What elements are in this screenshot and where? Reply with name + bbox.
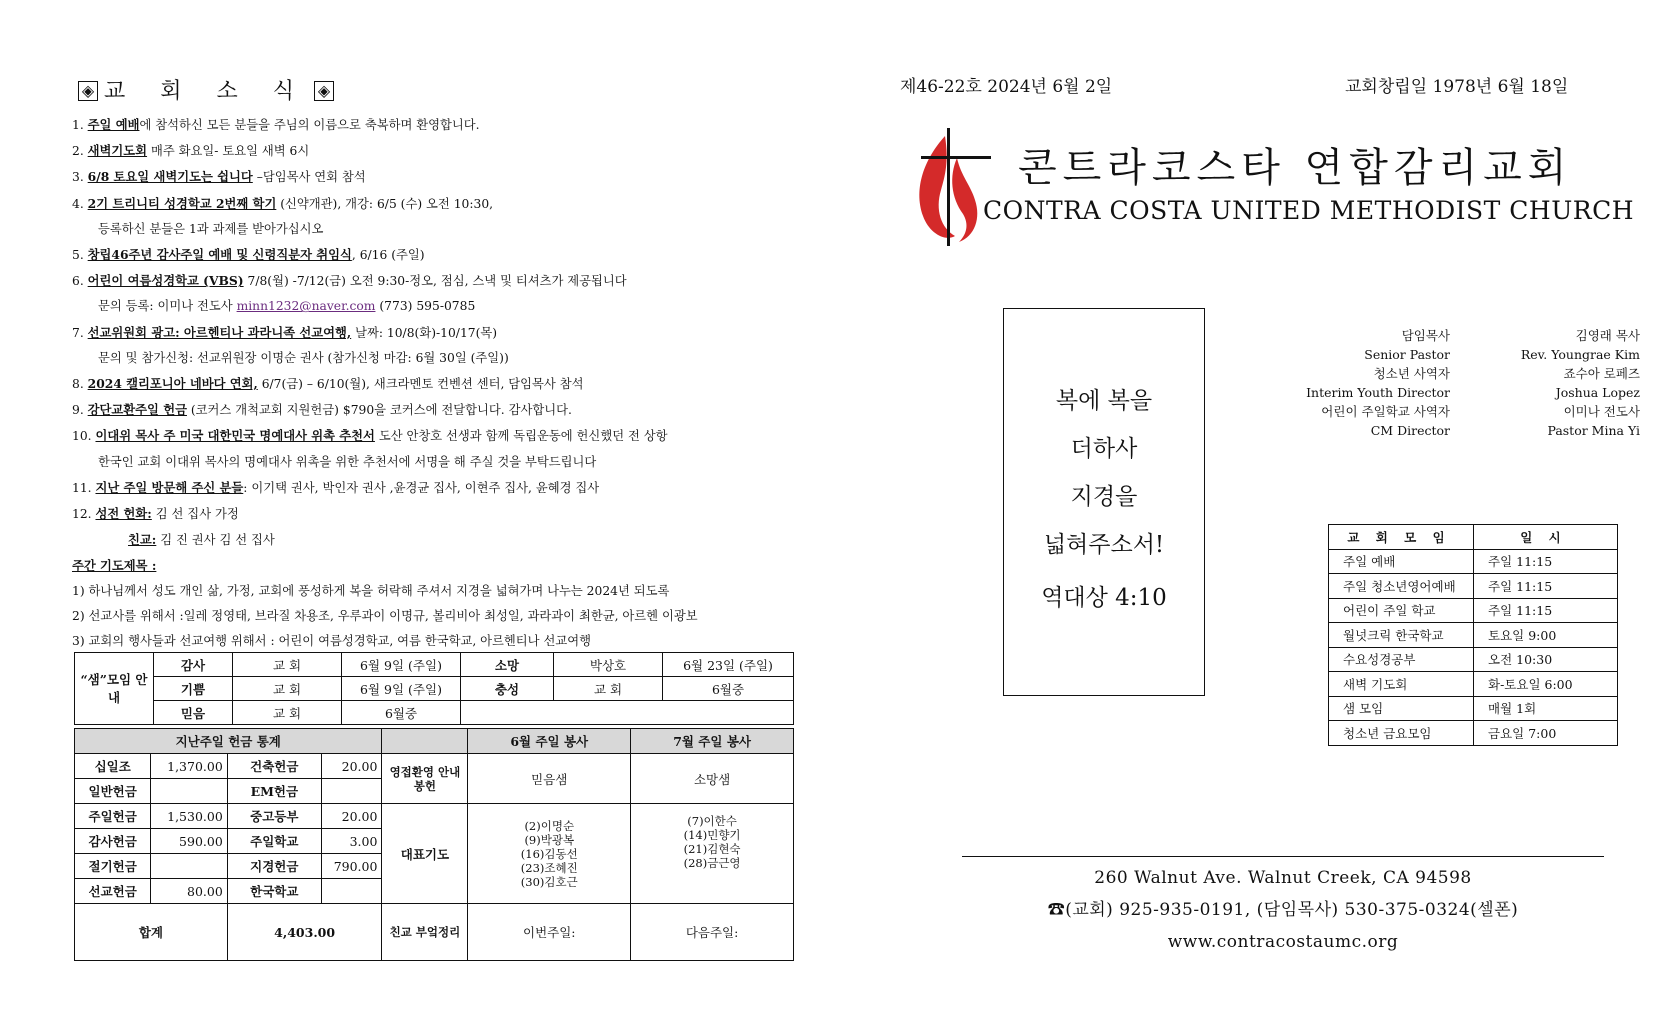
cell: 6월 23일 (주일) (663, 653, 794, 677)
fellowship-label: 친교 부엌정리 (382, 904, 468, 961)
meeting-name: 샘 모임 (1329, 696, 1474, 721)
meetings-table (1328, 524, 1618, 746)
news-item-text: (773) 595-0785 (375, 299, 476, 314)
founding-date: 교회창립일 1978년 6월 18일 (1345, 77, 1569, 97)
cell: 교 회 (233, 677, 342, 701)
meeting-name: 주일 예배 (1329, 549, 1474, 574)
news-item-heading: 새벽기도회 (87, 143, 148, 159)
staff-title: 어린이 주일학교 사역자 (1321, 404, 1450, 419)
news-item-text: (코커스 개척교회 지원헌금) $790을 코커스에 전달합니다. 감사합니다. (186, 403, 572, 418)
cell: 선교헌금 (75, 879, 151, 904)
news-item-heading: 강단교환주일 헌금 (87, 402, 187, 418)
meeting-time: 주일 11:15 (1474, 598, 1618, 623)
prayer-entry: (2)이명순 (524, 818, 575, 833)
cell: 교 회 (233, 653, 342, 677)
welcome-june: 믿음샘 (468, 754, 631, 804)
news-title: ◈ 교 회 소 식 ◈ (72, 74, 340, 105)
meetings-body (1329, 549, 1618, 745)
news-item-text: : 이기택 권사, 박인자 권사 ,윤경균 집사, 이현주 집사, 윤혜경 집사 (243, 480, 600, 495)
news-item (72, 397, 792, 423)
meeting-name: 수요성경공부 (1329, 647, 1474, 672)
cell: 1,370.00 (151, 754, 227, 779)
staff-title: 담임목사 (1401, 328, 1450, 343)
staff-name: 이미나 전도사 (1563, 404, 1640, 419)
verse-reference: 역대상 4:10 (1041, 585, 1167, 611)
news-item-heading: 2기 트리니티 성경학교 2번째 학기 (87, 195, 277, 211)
prayer-entry: (21)김현숙 (683, 842, 741, 856)
cell: 일반헌금 (75, 779, 151, 804)
meetings-header: 일 시 (1474, 525, 1618, 550)
prayer-title: 주간 기도제목 : (72, 558, 157, 574)
verse-line: 넓혀주소서! (1043, 532, 1165, 558)
prayer-entry: (23)조혜진 (520, 860, 578, 875)
news-item-text: 날짜: 10/8(화)-10/17(목) (351, 325, 498, 340)
news-item (72, 164, 792, 190)
meeting-time: 오전 10:30 (1474, 647, 1618, 672)
prayer-entry: (9)박광복 (524, 832, 575, 847)
news-item-number: 6. (72, 274, 84, 289)
staff-title: Senior Pastor (1364, 347, 1450, 362)
news-item-number: 12. (72, 507, 92, 522)
cell: 소망 (461, 653, 554, 677)
cell: 절기헌금 (75, 854, 151, 879)
meetings-row (1329, 647, 1618, 672)
church-name-english: CONTRA COSTA UNITED METHODIST CHURCH (983, 196, 1635, 225)
phone-icon: ☎ (1047, 900, 1066, 920)
cell: 박상호 (554, 653, 663, 677)
verse-line: 지경을 (1070, 484, 1138, 510)
prayer-july (631, 804, 794, 904)
news-item-number: 11. (72, 480, 92, 495)
news-item-number: 4. (72, 196, 84, 211)
verse-box (1003, 308, 1205, 696)
news-item (72, 242, 792, 268)
prayer-item: 3) 교회의 행사들과 선교여행 위해서 : 어린이 여름성경학교, 여름 한국학교, 아르헨티나 선교여행 (72, 634, 591, 649)
cell: 3.00 (321, 829, 382, 854)
cell: 590.00 (151, 829, 227, 854)
staff-title: Interim Youth Director (1306, 385, 1450, 400)
cell: 충성 (461, 677, 554, 701)
cell (382, 729, 468, 754)
news-item-text: 도산 안창호 선생과 함께 독립운동에 헌신했던 전 상항 (374, 429, 668, 444)
meetings-row (1329, 574, 1618, 599)
verse-line: 복에 복을 (1055, 388, 1153, 414)
staff-name: Joshua Lopez (1555, 385, 1640, 400)
cell: 20.00 (321, 754, 382, 779)
welcome-july: 소망샘 (631, 754, 794, 804)
july-title: 7월 주일 봉사 (631, 729, 794, 754)
news-item-number: 8. (72, 377, 84, 392)
cell: 감사 (154, 653, 233, 677)
meeting-name: 주일 청소년영어예배 (1329, 574, 1474, 599)
news-item-text: 7/8(월) -7/12(금) 오전 9:30-정오, 점심, 스낵 및 티셔츠가 제공됩니다 (243, 274, 627, 289)
phone-line (962, 894, 1604, 926)
total-value: 4,403.00 (227, 904, 382, 961)
news-item-continuation: 문의 및 참가신청: 선교위원장 이명순 권사 (참가신청 마감: 6월 30일 (주일)) (98, 350, 509, 365)
cell: 20.00 (321, 804, 382, 829)
cell: 중고등부 (227, 804, 321, 829)
divider (962, 856, 1604, 857)
news-item (72, 371, 792, 397)
news-item-heading: 주일 예배 (87, 117, 140, 132)
cell: 6월 9일 (주일) (342, 653, 461, 677)
meeting-name: 월넛크릭 한국학교 (1329, 623, 1474, 648)
news-item-heading: 어린이 여름성경학교 (VBS) (87, 273, 244, 289)
cell: 교 회 (554, 677, 663, 701)
news-item-heading: 창립46주년 감사주일 예배 및 신령직분자 취임식 (87, 247, 352, 263)
news-item-text: 매주 화요일- 토요일 새벽 6시 (147, 144, 310, 159)
cell (321, 879, 382, 904)
meetings-row (1329, 696, 1618, 721)
news-item (72, 475, 792, 501)
news-item (72, 268, 792, 294)
phone: (교회) 925-935-0191, (담임목사) 530-375-0324(셀폰) (1065, 900, 1519, 920)
staff-name: Pastor Mina Yi (1547, 423, 1640, 438)
news-item-text: 6/7(금) – 6/10(월), 새크라멘토 컨벤션 센터, 담임목사 참석 (257, 377, 584, 392)
staff-name: 죠수아 로페즈 (1563, 366, 1640, 381)
issue-number: 제46-22호 2024년 6월 2일 (900, 77, 1113, 97)
meetings-row (1329, 549, 1618, 574)
meetings-row (1329, 672, 1618, 697)
meeting-time: 주일 11:15 (1474, 549, 1618, 574)
prayer-item: 2) 선교사를 위해서 :일레 정영태, 브라질 차용조, 우루과이 이명규, 볼리비아 최성일, 과라과이 최한균, 아르헨 이광보 (72, 608, 698, 623)
news-item-heading: 이대위 목사 주 미국 대한민국 명예대사 위촉 추천서 (95, 428, 375, 444)
news-list (72, 112, 792, 654)
news-item-number: 5. (72, 248, 84, 263)
meeting-name: 새벽 기도회 (1329, 672, 1474, 697)
welcome-label: 영접환영 안내봉헌 (382, 754, 468, 804)
meeting-time: 주일 11:15 (1474, 574, 1618, 599)
news-item (72, 320, 792, 346)
cell: 790.00 (321, 854, 382, 879)
meeting-name: 청소년 금요모임 (1329, 721, 1474, 746)
cell (151, 779, 227, 804)
cell: 교 회 (233, 701, 342, 725)
meeting-time: 화-토요일 6:00 (1474, 672, 1618, 697)
cell: 6월 9일 (주일) (342, 677, 461, 701)
cell: 80.00 (151, 879, 227, 904)
news-item-text: –담임목사 연회 참석 (252, 170, 366, 185)
news-item (72, 112, 792, 138)
prayer-item: 1) 하나님께서 성도 개인 삶, 가정, 교회에 풍성하게 복을 허락해 주셔서 지경을 넓혀가며 나누는 2024년 되도록 (72, 583, 670, 598)
meeting-time: 매월 1회 (1474, 696, 1618, 721)
prayer-june (468, 804, 631, 904)
prayer-entry: (28)금근영 (683, 856, 741, 870)
news-item (72, 501, 792, 527)
diamond-square-icon: ◈ (78, 81, 98, 101)
meetings-header: 교 회 모 임 (1329, 525, 1474, 550)
contact-info (962, 862, 1604, 958)
meeting-time: 금요일 7:00 (1474, 721, 1618, 746)
news-item-number: 3. (72, 170, 84, 185)
cell: 6월중 (342, 701, 461, 725)
news-item-heading: 2024 캘리포니아 네바다 연회, (87, 376, 258, 392)
news-item-text: 김 진 권사 김 선 집사 (156, 533, 275, 548)
gathering-label: “샘”모임 안내 (75, 653, 154, 725)
meetings-row (1329, 623, 1618, 648)
cell: 주일헌금 (75, 804, 151, 829)
prayer-entry: (7)이한수 (687, 814, 737, 828)
staff-title: CM Director (1370, 423, 1450, 438)
news-item-heading: 6/8 토요일 새벽기도는 쉽니다 (87, 169, 253, 185)
news-item-number: 10. (72, 429, 92, 444)
news-item-number: 2. (72, 144, 84, 159)
cell: 지경헌금 (227, 854, 321, 879)
cell: 믿음 (154, 701, 233, 725)
cross-and-flame-logo (905, 118, 993, 248)
news-item-number: 9. (72, 403, 84, 418)
staff-names (1478, 326, 1640, 440)
june-title: 6월 주일 봉사 (468, 729, 631, 754)
cell: 한국학교 (227, 879, 321, 904)
staff-name: Rev. Youngrae Kim (1520, 347, 1640, 362)
meeting-name: 어린이 주일 학교 (1329, 598, 1474, 623)
total-label: 합계 (75, 904, 228, 961)
prayer-label: 대표기도 (382, 804, 468, 904)
cell (151, 854, 227, 879)
news-item (72, 423, 792, 449)
cell: 기쁨 (154, 677, 233, 701)
cell: 1,530.00 (151, 804, 227, 829)
cell: 주일학교 (227, 829, 321, 854)
news-item-continuation: 등록하신 분들은 1과 과제를 받아가십시오 (98, 221, 324, 236)
staff-titles (1290, 326, 1450, 440)
news-item-continuation (72, 294, 792, 319)
news-item-text: , 6/16 (주일) (351, 248, 425, 263)
meetings-row (1329, 721, 1618, 746)
news-item-heading: 친교: (128, 532, 157, 548)
fellowship-july: 다음주일: (631, 904, 794, 961)
church-name-korean: 콘트라코스타 연합감리교회 (1018, 145, 1573, 191)
fellowship-june: 이번주일: (468, 904, 631, 961)
news-item-text: 김 선 집사 가정 (151, 507, 239, 522)
gathering-table (74, 652, 794, 725)
cell (321, 779, 382, 804)
cell: 감사헌금 (75, 829, 151, 854)
news-item-heading: 선교위원회 광고: 아르헨티나 과라니족 선교여행, (87, 324, 352, 340)
cell: 건축헌금 (227, 754, 321, 779)
news-item-text: 에 참석하신 모든 분들을 주님의 이름으로 축복하며 환영합니다. (139, 118, 480, 132)
news-item-heading: 지난 주일 방문해 주신 분들 (95, 479, 244, 495)
meetings-row (1329, 598, 1618, 623)
news-item-text: (신약개관), 개강: 6/5 (수) 오전 10:30, (276, 196, 494, 211)
news-item-number: 7. (72, 325, 84, 340)
cell (461, 701, 794, 725)
diamond-square-icon: ◈ (314, 81, 334, 101)
meeting-time: 토요일 9:00 (1474, 623, 1618, 648)
news-item-continuation (72, 527, 792, 553)
news-item (72, 191, 792, 217)
prayer-entry: (16)김동선 (520, 846, 578, 861)
news-item (72, 138, 792, 164)
prayer-entry: (30)김호근 (520, 874, 578, 889)
verse-line: 더하사 (1070, 436, 1138, 462)
prayer-entry: (14)민향기 (683, 828, 741, 842)
offering-title: 지난주일 헌금 통계 (75, 729, 382, 754)
news-item-text: 문의 등록: 이미나 전도사 (98, 299, 237, 314)
news-item-number: 1. (72, 118, 84, 132)
website[interactable]: www.contracostaumc.org (1167, 932, 1399, 952)
cell: EM헌금 (227, 779, 321, 804)
offering-table (74, 728, 794, 961)
cell: 6월중 (663, 677, 794, 701)
staff-title: 청소년 사역자 (1373, 366, 1450, 381)
cell: 십일조 (75, 754, 151, 779)
news-item-heading: 성전 헌화: (95, 506, 152, 522)
news-item-continuation: 한국인 교회 이대위 목사의 명예대사 위촉을 위한 추천서에 서명을 해 주실 것을 부탁드립니다 (98, 454, 597, 469)
email-link[interactable]: minn1232@naver.com (236, 299, 376, 314)
address: 260 Walnut Ave. Walnut Creek, CA 94598 (1094, 868, 1472, 888)
staff-name: 김영래 목사 (1575, 328, 1640, 343)
